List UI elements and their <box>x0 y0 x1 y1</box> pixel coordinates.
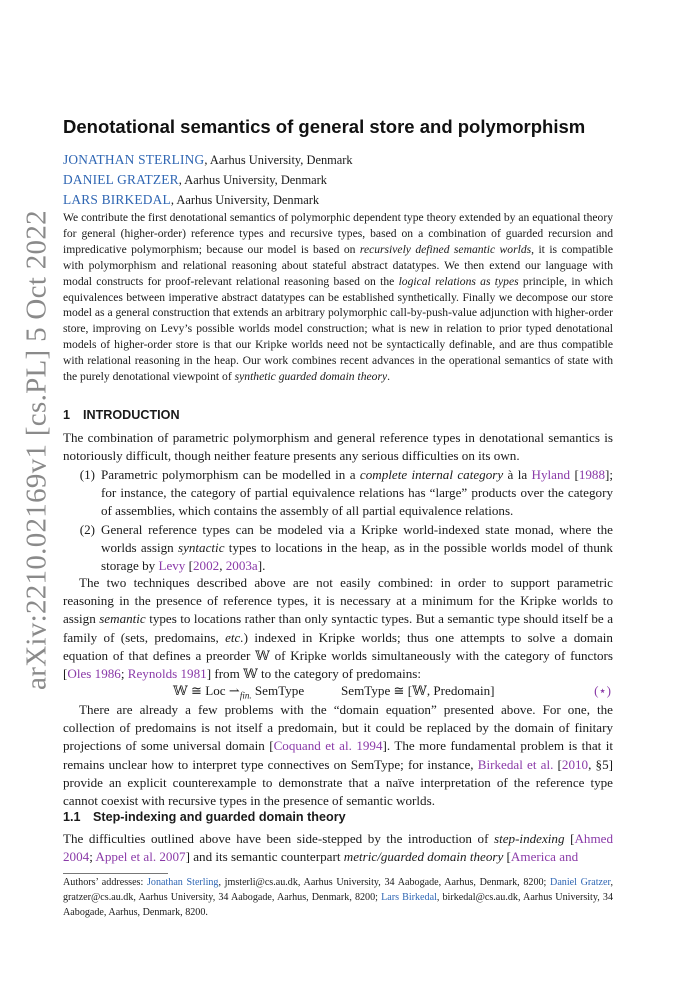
arxiv-stamp <box>14 200 60 700</box>
author-line <box>63 150 353 170</box>
section-number: 1 <box>63 408 71 422</box>
author-line <box>63 190 353 210</box>
author-link[interactable]: Daniel Gratzer <box>550 877 611 888</box>
citation-link[interactable]: Hyland <box>531 467 571 482</box>
author-line <box>63 170 353 190</box>
section-heading-introduction <box>63 408 180 422</box>
author-affiliation: , Aarhus University, Denmark <box>170 193 320 207</box>
body-paragraph: The two techniques described above are not easily combined: in order to support parametric reasoning in the presence of reference types, it is necessary at a minimum for the Kripke worlds to assign semantic types to locations rather than only syntactic types. But a semantic type should itself be a family of (sets, predomains, etc.) indexed in Kripke worlds; thus one attempts to solve a domain equation of that defines a preorder 𝕎 of Kripke worlds simultaneously with the category of functors [Oles 1986; Reynolds 1981] from 𝕎 to the category of predomains: <box>63 575 614 682</box>
author-affiliation: , Aarhus University, Denmark <box>204 153 353 167</box>
subsection-heading <box>63 810 346 824</box>
author-list <box>63 150 353 210</box>
arxiv-stamp-text: arXiv:2210.02169v1 [cs.PL] 5 Oct 2022 <box>20 210 53 690</box>
list-marker: (1) <box>79 467 95 482</box>
paper-title: Denotational semantics of general store and polymorphism <box>63 116 586 137</box>
list-marker: (2) <box>79 521 95 537</box>
intro-paragraph: The combination of parametric polymorphism and general reference types in denotational semantics is notoriously difficult, though neither feature presents any serious difficulties on its own. <box>63 430 613 464</box>
citation-link[interactable]: 2003a <box>225 558 258 574</box>
citation-link[interactable]: America and <box>510 849 579 865</box>
author-name-link[interactable]: DANIEL GRATZER <box>63 172 179 187</box>
citation-link[interactable]: Ahmed 2004 <box>63 831 613 865</box>
subsection-title: Step-indexing and guarded domain theory <box>93 810 346 824</box>
list-item: (2) General reference types can be modeled via a Kripke world-indexed state monad, where the worlds assign syntactic types to locations in the heap, as in the possible worlds model of thunk storage by Levy [2002, 2003a]. <box>63 521 613 576</box>
citation-link[interactable]: 2010 <box>561 756 589 772</box>
authors-addresses-footnote: Authors’ addresses: Jonathan Sterling, jmsterli@cs.au.dk, Aarhus University, 34 Aabogade, Aarhus, Denmark, 8200; Daniel Gratzer, gratzer@cs.au.dk, Aarhus University, 34 Aabogade, Aarhus, Denmark, 8200; Lars Birkedal, birkedal@cs.au.dk, Aarhus University, 34 Aabogade, Aarhus, Denmark, 8200. <box>63 877 613 918</box>
author-link[interactable]: Lars Birkedal <box>381 891 437 903</box>
equation-tag-link[interactable]: (⋆) <box>594 683 611 698</box>
list-item: (1) Parametric polymorphism can be modelled in a complete internal category à la Hyland [1988]; for instance, the category of partial equivalence relations has “large” products over the category of assemblies, which contains the assembly of all partial equivalence relations. <box>63 466 613 521</box>
citation-link[interactable]: Coquand et al. 1994 <box>273 738 383 754</box>
citation-link[interactable]: Oles 1986 <box>67 666 121 682</box>
citation-link[interactable]: Birkedal et al. <box>477 756 554 772</box>
citation-link[interactable]: 2002 <box>193 558 220 574</box>
author-name-link[interactable]: JONATHAN STERLING <box>63 152 205 167</box>
body-paragraph: There are already a few problems with the “domain equation” presented above. For one, the collection of predomains is not itself a predomain, but it could be replaced by the domain of finitary projections of some universal domain [Coquand et al. 1994]. The more fundamental problem is that it remains unclear how to interpret type connectives on SemType; for instance, Birkedal et al. [2010, §5] provide an explicit counterexample to demonstrate that a naïve interpretation of the reference type cannot coexist with recursive types in the presence of semantic worlds. <box>63 702 613 809</box>
citation-link[interactable]: Reynolds 1981 <box>127 666 207 682</box>
author-link[interactable]: Jonathan Sterling <box>146 877 219 888</box>
numbered-list <box>63 466 613 575</box>
equation-semtype: SemType ≅ [𝕎, Predomain] <box>341 683 495 698</box>
author-name-link[interactable]: LARS BIRKEDAL <box>63 192 171 207</box>
citation-link[interactable]: Appel et al. 2007 <box>95 849 186 865</box>
equation-worlds: 𝕎 ≅ Loc $⇀_{fin.}$ SemType <box>173 683 305 701</box>
section-title: INTRODUCTION <box>83 408 180 422</box>
citation-link[interactable]: Levy <box>158 558 186 574</box>
citation-link[interactable]: 1988 <box>578 467 605 482</box>
abstract: We contribute the first denotational semantics of polymorphic dependent type theory extended by an equational theory for general (higher-order) reference types and recursive types, based on a combination of guarded recursion and impredicative polymorphism; because our model is based on recursively defined semantic worlds, it is compatible with polymorphism and relational reasoning about stateful abstract datatypes. We then extend our language with modal constructs for proof-relevant relational reasoning based on the logical relations as types principle, in which equivalences between imperative abstract datatypes can be established synthetically. Finally we decompose our store model as a general construction that extends an arbitrary polymorphic call-by-push-value adjunction with higher-order store, improving on Levy’s possible worlds model construction; what is new in relation to prior typed denotational models of higher-order store is that our Kripke worlds need not be syntactically definable, and are thus compatible with relational reasoning in the heap. Our work combines recent advances in the operational semantics of state with the purely denotational viewpoint of synthetic guarded domain theory. <box>63 211 613 384</box>
body-paragraph: The difficulties outlined above have been side-stepped by the introduction of step-indexing [Ahmed 2004; Appel et al. 2007] and its semantic counterpart metric/guarded domain theory [America and <box>63 831 613 865</box>
author-affiliation: , Aarhus University, Denmark <box>178 173 327 187</box>
subsection-number: 1.1 <box>63 810 81 824</box>
footnote-rule <box>63 873 168 874</box>
